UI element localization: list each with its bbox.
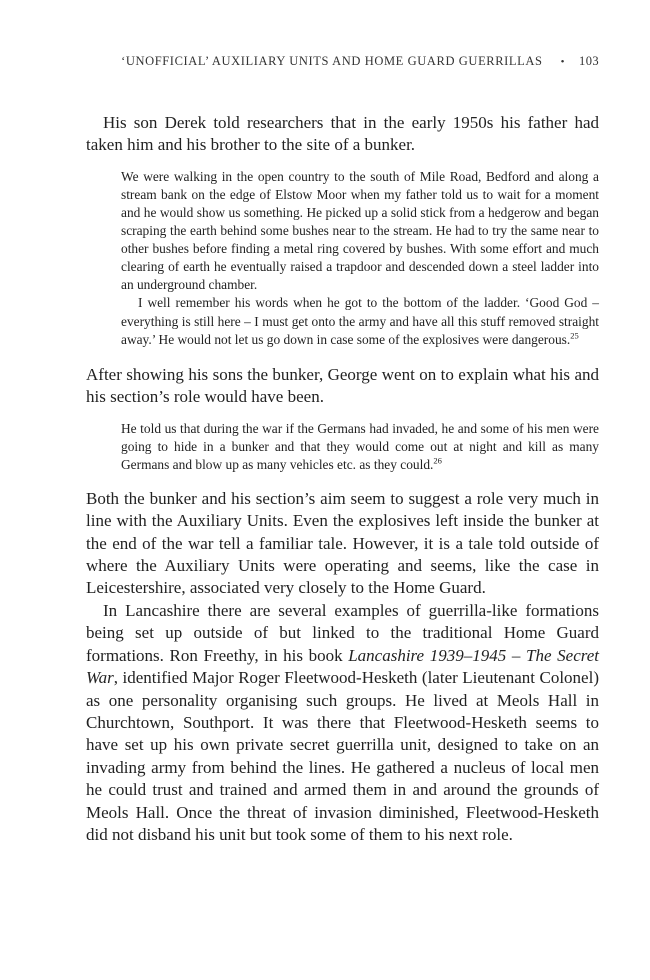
paragraph-text: In Lancashire there are several examples of guerrilla-like formations being set up outside of but linked to the traditional Home Guard formations. Ron Freethy, in his book	[86, 600, 599, 665]
quote-text: I well remember his words when he got to the bottom of the ladder. ‘Good God – everything is still here – I must get onto the army and have all this stuff removed straight away.’ He would not let us go down in case some of the explosives were dangerous.	[121, 295, 599, 347]
paragraph-derek: His son Derek told researchers that in the early 1950s his father had taken him and his brother to the site of a bunker.	[86, 113, 599, 155]
quote-paragraph	[121, 294, 599, 348]
footnote-marker: 25	[570, 330, 579, 341]
page-number: 103	[579, 54, 599, 68]
quote-paragraph: We were walking in the open country to the south of Mile Road, Bedford and along a stream bank on the edge of Elstow Moor when my father told us to wait for a moment and he would show us something. He picked up a solid stick from a hedgerow and began scraping the earth behind some bushes near to the stream. He had to try the same near to other bushes before finding a metal ring covered by bushes. With some effort and much clearing of earth he eventually raised a trapdoor and descended down a steel ladder into an underground chamber.	[121, 168, 599, 293]
quote-text: He told us that during the war if the Germans had invaded, he and some of his men were going to hide in a bunker and that they would come out at night and kill as many Germans and blow up as many vehicles etc. as they could.	[121, 420, 599, 472]
running-header	[86, 54, 599, 76]
footnote-marker: 26	[433, 455, 442, 466]
quote-paragraph	[121, 420, 599, 474]
paragraph-text: , identified Major Roger Fleetwood-Hesketh (later Lieutenant Colonel) as one personality organising such groups. He lived at Meols Hall in Churchtown, Southport. It was there that Fleetwood-Hesketh seems to have set up his own private secret guerrilla unit, designed to take on an invading army from behind the lines. He gathered a nucleus of local men he could trust and trained and armed them in and around the grounds of Meols Hall. Once the threat of invasion diminished, Fleetwood-Hesketh did not disband his unit but took some of them to his next role.	[86, 668, 599, 844]
header-bullet: •	[560, 56, 566, 68]
paragraph-lancashire	[86, 600, 599, 846]
paragraph-george: After showing his sons the bunker, George went on to explain what his and his section’s role would have been.	[86, 364, 599, 407]
paragraph-bunker-aim: Both the bunker and his section’s aim seem to suggest a role very much in line with the Auxiliary Units. Even the explosives left inside the bunker at the end of the war tell a familiar tale. However, it is a tale told outside of where the Auxiliary Units were operating and seems, like the case in Leicestershire, associated very closely to the Home Guard.	[86, 488, 599, 598]
book-title: Lancashire 1939–1945 – The Secret War	[86, 645, 599, 688]
block-quote-role	[121, 420, 599, 474]
book-page	[86, 54, 599, 846]
running-title: ‘UNOFFICIAL’ AUXILIARY UNITS AND HOME GUARD GUERRILLAS	[121, 54, 543, 68]
block-quote-bunker	[121, 168, 599, 349]
